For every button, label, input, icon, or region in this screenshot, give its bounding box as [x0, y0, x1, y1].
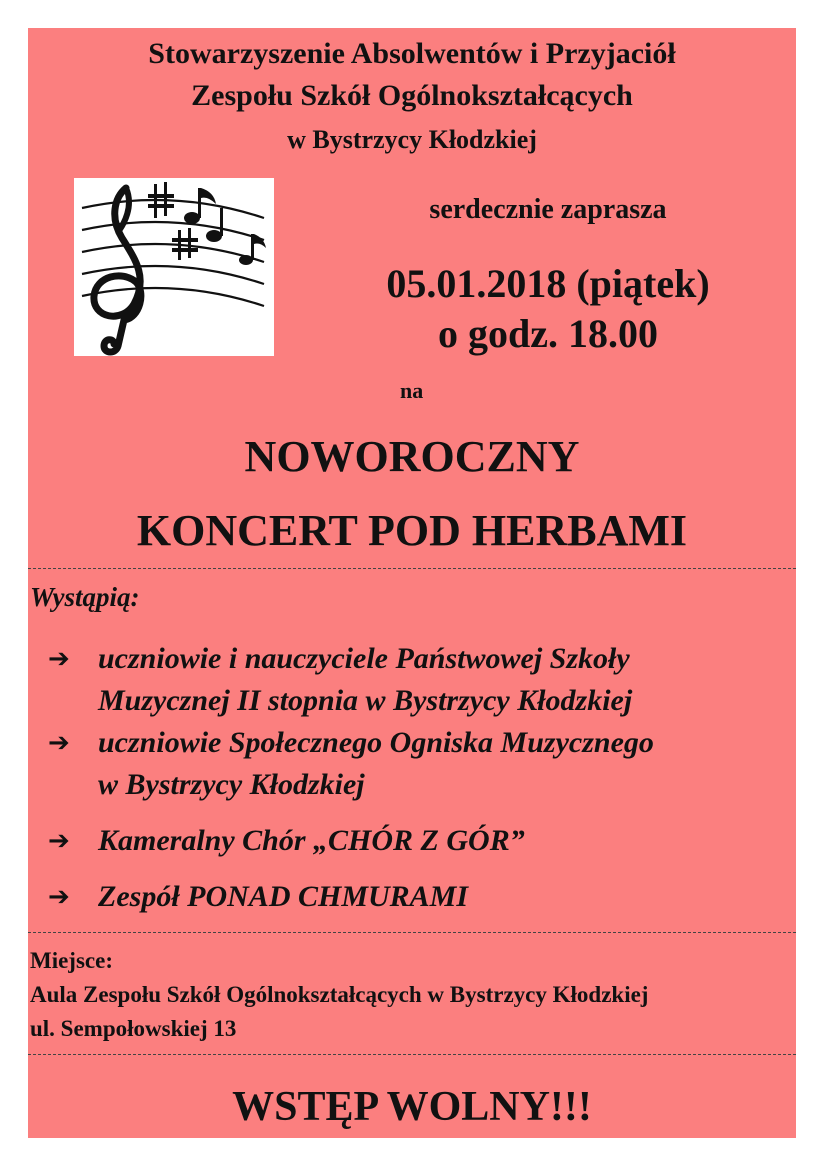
performers-heading: Wystąpią: — [30, 582, 140, 612]
arrow-right-icon: ➔ — [48, 826, 70, 856]
org-line-1: Stowarzyszenie Absolwentów i Przyjaciół — [148, 37, 676, 70]
arrow-right-icon: ➔ — [48, 728, 70, 758]
list-item-line: Zespół PONAD CHMURAMI — [98, 880, 469, 913]
org-line-3: w Bystrzycy Kłodzkiej — [287, 125, 537, 154]
event-date: 05.01.2018 (piątek) — [386, 261, 710, 306]
event-title-2: KONCERT POD HERBAMI — [136, 506, 688, 555]
divider — [28, 1054, 796, 1055]
venue-label: Miejsce: — [30, 948, 113, 973]
list-item — [48, 820, 788, 864]
list-item-line: w Bystrzycy Kłodzkiej — [98, 768, 365, 801]
venue-name: Aula Zespołu Szkół Ogólnokształcących w Bystrzycy Kłodzkiej — [30, 982, 649, 1007]
list-item — [48, 638, 788, 728]
divider — [28, 568, 796, 569]
list-item-line: uczniowie Społecznego Ogniska Muzycznego — [98, 726, 654, 759]
invite-text: serdecznie zaprasza — [429, 194, 667, 225]
na-label: na — [400, 378, 424, 403]
event-time: o godz. 18.00 — [438, 311, 658, 356]
admission-free: WSTĘP WOLNY!!! — [232, 1084, 592, 1130]
list-item — [48, 876, 788, 920]
org-line-2: Zespołu Szkół Ogólnokształcących — [191, 79, 633, 112]
poster — [28, 28, 796, 1138]
event-title-1: NOWOROCZNY — [244, 432, 580, 481]
list-item-line: uczniowie i nauczyciele Państwowej Szkoły — [98, 642, 630, 675]
list-item-line: Muzycznej II stopnia w Bystrzycy Kłodzkiej — [98, 684, 633, 717]
treble-clef-music-notes-icon — [74, 178, 274, 356]
venue-address: ul. Sempołowskiej 13 — [30, 1016, 237, 1041]
divider — [28, 932, 796, 933]
list-item — [48, 722, 788, 812]
arrow-right-icon: ➔ — [48, 882, 70, 912]
list-item-line: Kameralny Chór „CHÓR Z GÓR” — [98, 824, 525, 857]
arrow-right-icon: ➔ — [48, 644, 70, 674]
